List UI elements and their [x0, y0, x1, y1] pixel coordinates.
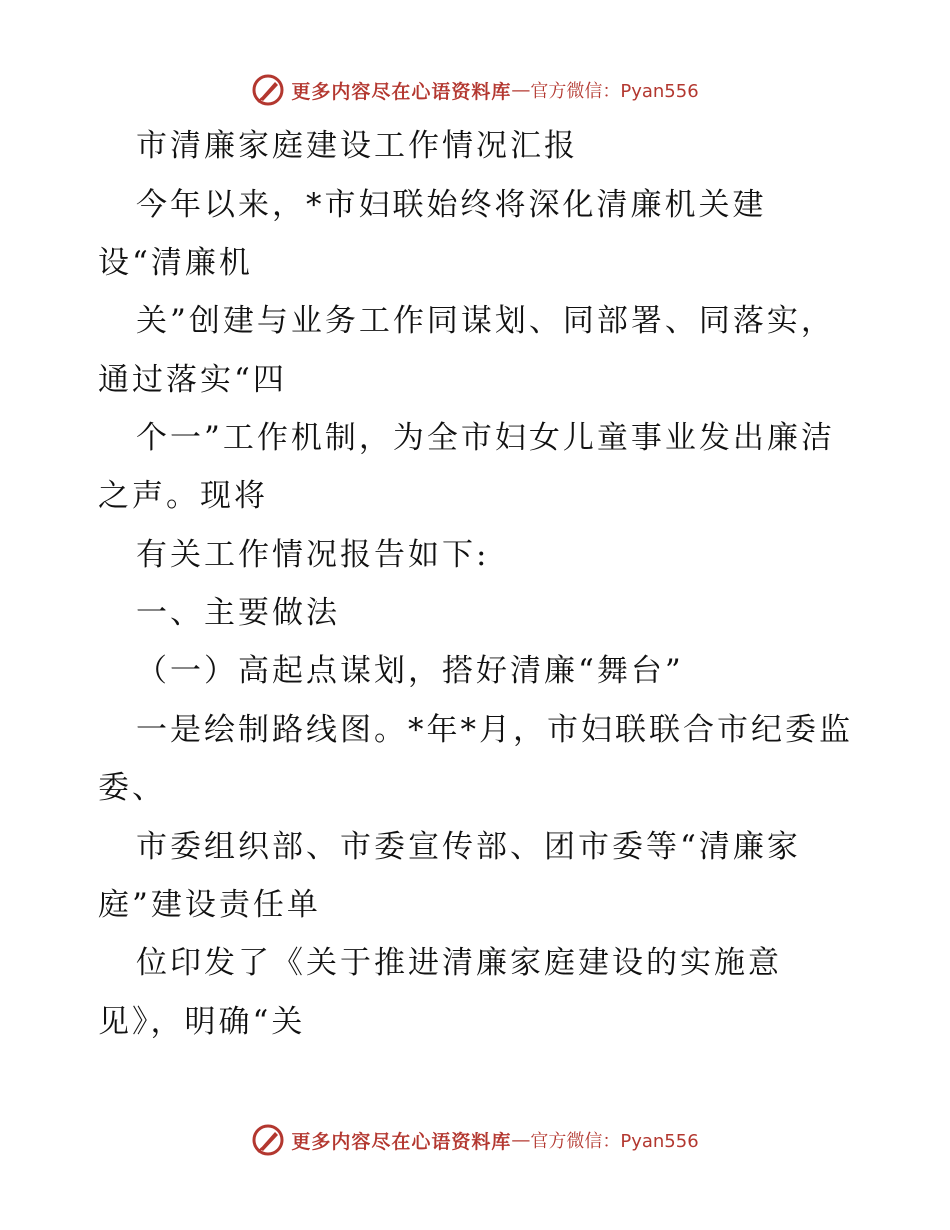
- doc-line: 今年以来，*市妇联始终将深化清廉机关建: [136, 187, 767, 223]
- watermark-wechat-text: 官方微信：Pyan556: [530, 1131, 699, 1152]
- doc-line: 关”创建与业务工作同谋划、同部署、同落实，: [136, 303, 835, 339]
- subsection-heading: （一）高起点谋划，搭好清廉“舞台”: [136, 653, 684, 689]
- doc-line: 个一”工作机制，为全市妇女儿童事业发出廉洁: [136, 420, 835, 456]
- doc-line: 见》，明确“关: [98, 1004, 306, 1040]
- doc-line: 一是绘制路线图。*年*月，市妇联联合市纪委监: [136, 712, 853, 748]
- doc-line: 通过落实“四: [98, 362, 287, 398]
- header-watermark: [0, 70, 950, 110]
- doc-line: 有关工作情况报告如下:: [136, 537, 490, 573]
- watermark-dash: —: [511, 79, 531, 101]
- watermark-lead-text: 更多内容尽在心语资料库: [291, 80, 512, 103]
- doc-line: 位印发了《关于推进清廉家庭建设的实施意: [136, 945, 782, 981]
- doc-title: 市清廉家庭建设工作情况汇报: [136, 128, 578, 164]
- doc-line: 之声。现将: [98, 478, 268, 514]
- doc-line: 设“清廉机: [98, 245, 253, 281]
- watermark-lead-text: 更多内容尽在心语资料库: [291, 1130, 512, 1153]
- watermark-dash: —: [511, 1129, 531, 1151]
- doc-line: 市委组织部、市委宣传部、团市委等“清廉家: [136, 829, 801, 865]
- quill-pen-circle-icon: [251, 73, 285, 107]
- section-heading: 一、主要做法: [136, 595, 340, 631]
- quill-pen-circle-icon: [251, 1123, 285, 1157]
- doc-line: 庭”建设责任单: [98, 887, 321, 923]
- watermark-wechat-text: 官方微信：Pyan556: [530, 81, 699, 102]
- doc-line: 委、: [98, 770, 166, 806]
- footer-watermark: [0, 1120, 950, 1160]
